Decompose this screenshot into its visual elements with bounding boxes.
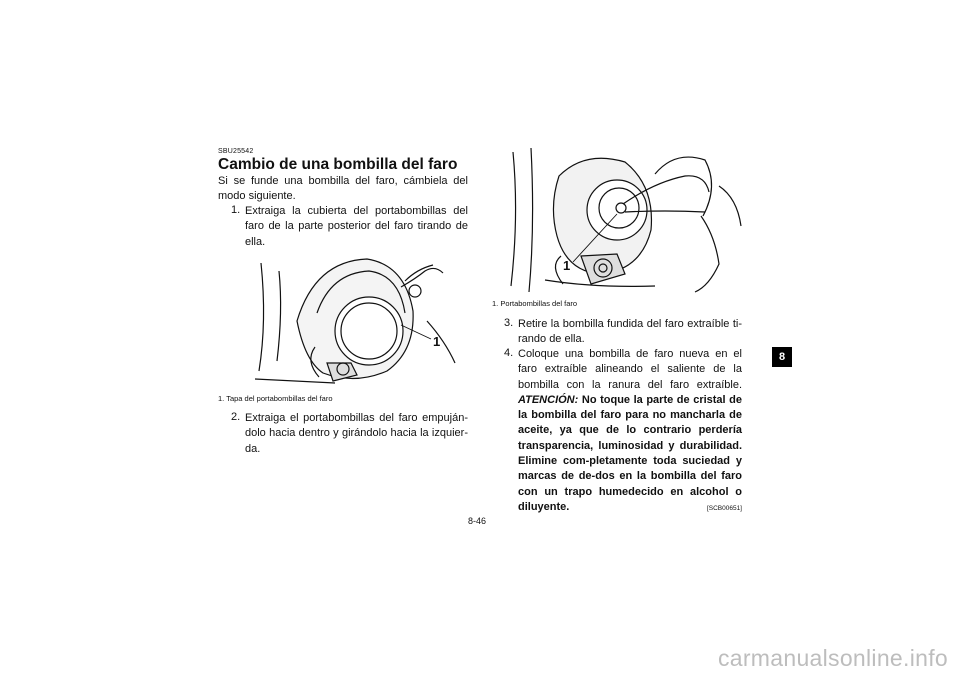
warning-ref-code: [SCB00651] <box>706 504 742 512</box>
figure-2-caption: 1. Portabombillas del faro <box>492 299 578 308</box>
step-4-body: Coloque una bombilla de faro nueva en el faro extraíble alineando el saliente de la bombilla con la ranura del faro extraíble. <box>518 348 742 391</box>
step-4-text <box>518 347 742 516</box>
step-2-number: 2. <box>231 411 241 423</box>
figure-1-callout: 1 <box>433 334 441 349</box>
step-1-number: 1. <box>231 204 241 216</box>
step-1-text: Extraiga la cubierta del portabombillas del faro de la parte posterior del faro tirando de ella. <box>245 205 468 248</box>
step-3-text: Retire la bombilla fundida del faro extraíble ti-rando de ella. <box>518 318 742 346</box>
section-code: SBU25542 <box>218 148 254 155</box>
step-2-text: Extraiga el portabombillas del faro empuján-dolo hacia dentro y girándolo hacia la izquier-da. <box>245 412 468 455</box>
section-title: Cambio de una bombilla del faro <box>218 156 458 173</box>
step-3-number: 3. <box>504 317 514 329</box>
figure-2-callout: 1 <box>563 258 571 273</box>
chapter-tab: 8 <box>772 347 792 367</box>
warning-text: No toque la parte de cristal de la bombilla del faro para no mancharla de aceite, ya que de lo contrario perdería transparencia, luminosidad y durabilidad. Elimine com-pletamente toda suciedad y marcas de de-dos en la bombilla del faro con un trapo humedecido en alcohol o diluyente. <box>518 393 743 513</box>
watermark: carmanualsonline.info <box>717 645 948 671</box>
figure-1-caption: 1. Tapa del portabombillas del faro <box>218 394 333 403</box>
step-4-number: 4. <box>504 347 514 359</box>
figure-1-illustration <box>255 251 459 387</box>
intro-paragraph: Si se funde una bombilla del faro, cámbiela del modo siguiente. <box>218 175 468 203</box>
figure-2-illustration <box>505 146 745 294</box>
page-number: 8-46 <box>468 516 487 526</box>
warning-label: ATENCIÓN: <box>518 393 579 406</box>
